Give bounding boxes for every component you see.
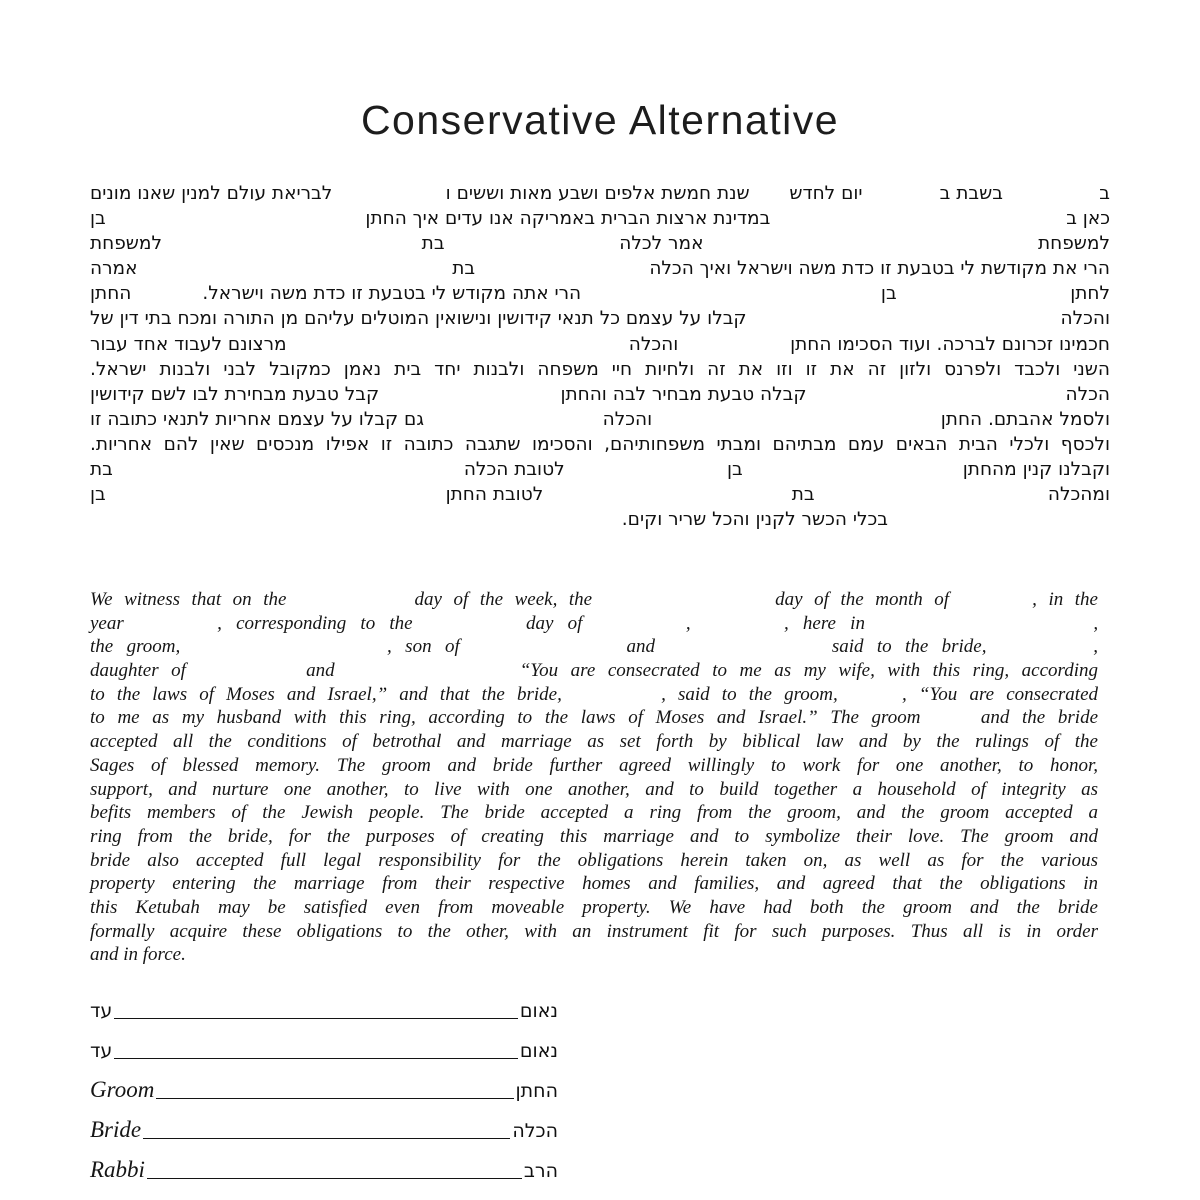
signature-label-right: נאום bbox=[519, 1040, 558, 1062]
english-line-1 bbox=[90, 588, 1098, 612]
hebrew-text-segment: יום לחדש bbox=[789, 183, 863, 204]
hebrew-text-segment: מרצונם לעבוד אחד עבור bbox=[90, 333, 287, 355]
hebrew-line-4 bbox=[90, 256, 1110, 281]
hebrew-text-segment: והכלה bbox=[1060, 308, 1110, 330]
english-text-segment: befits members of the Jewish people. The bride accepted a ring from the groom, and the groom accepted a bbox=[90, 802, 1098, 824]
english-line-13 bbox=[90, 872, 1098, 896]
hebrew-text-segment: למשפחת bbox=[1038, 233, 1110, 255]
english-text-segment: , here in bbox=[783, 612, 865, 634]
english-line-3 bbox=[90, 635, 1098, 659]
english-text-segment: day of the month of bbox=[775, 589, 950, 610]
english-text-segment: to the laws of Moses and Israel,” and that the bride, bbox=[90, 683, 562, 705]
hebrew-text-segment: ב bbox=[1099, 183, 1110, 204]
hebrew-line-6 bbox=[90, 306, 1110, 331]
hebrew-text-segment: בת bbox=[421, 233, 445, 255]
hebrew-line-14: בכלי הכשר לקנין והכל שריר וקים. bbox=[621, 509, 888, 531]
hebrew-line-2 bbox=[90, 206, 1110, 231]
english-text-segment: daughter of bbox=[90, 660, 186, 682]
hebrew-line-1 bbox=[90, 181, 1110, 206]
signature-label-right: הכלה bbox=[512, 1120, 558, 1142]
hebrew-line-11: ולכסף ולכלי הבית הבאים עמם מבתיהם ומבתי משפחותיהם, והסכימו שתגבה כתובה זו אפילו מנכסים שאין להם אחריות. bbox=[90, 433, 1110, 455]
english-text-segment: , bbox=[1093, 612, 1099, 634]
english-line-10 bbox=[90, 801, 1098, 825]
fill-in-blank bbox=[879, 627, 1079, 629]
hebrew-text-segment: בן bbox=[880, 283, 897, 305]
fill-in-blank bbox=[194, 650, 374, 652]
english-line-14 bbox=[90, 896, 1098, 920]
hebrew-text-segment: והכלה bbox=[628, 333, 679, 355]
english-line-15 bbox=[90, 920, 1098, 944]
hebrew-line-13 bbox=[90, 482, 1110, 507]
signature-line bbox=[147, 1178, 522, 1179]
hebrew-text-segment: לבריאת עולם למנין שאנו מונים bbox=[89, 183, 333, 204]
hebrew-text-block bbox=[90, 181, 1110, 532]
hebrew-text-segment: בת bbox=[791, 484, 815, 506]
english-text-segment: Sages of blessed memory. The groom and bride further agreed willingly to work for one another, to honor, bbox=[90, 754, 1098, 776]
hebrew-line-10 bbox=[90, 407, 1110, 432]
hebrew-text-segment: לטובת החתן bbox=[445, 484, 544, 506]
hebrew-text-segment: חכמינו זכרונם לברכה. ועוד הסכימו החתן bbox=[790, 333, 1110, 355]
english-text-segment: year bbox=[90, 612, 124, 634]
signature-line bbox=[114, 1018, 518, 1019]
signature-row-2 bbox=[90, 1026, 558, 1066]
hebrew-text-segment: קבלו על עצמם כל תנאי קידושין ונישואין המוטלים עליהם מן התורה ומכח בתי דין של bbox=[90, 308, 747, 330]
hebrew-text-segment: לטובת הכלה bbox=[463, 459, 565, 481]
hebrew-text-segment: ומהכלה bbox=[1047, 484, 1110, 506]
english-text-segment: and in force. bbox=[90, 944, 186, 966]
english-text-segment: , corresponding to the bbox=[217, 612, 413, 634]
hebrew-text-segment: למשפחת bbox=[90, 233, 162, 255]
fill-in-blank bbox=[604, 603, 764, 605]
fill-in-blank bbox=[574, 698, 649, 700]
hebrew-text-segment: והכלה bbox=[602, 408, 653, 430]
english-text-segment: , bbox=[685, 612, 691, 634]
english-line-16 bbox=[90, 943, 1098, 967]
signature-line bbox=[156, 1098, 513, 1099]
english-text-segment: day of the week, the bbox=[414, 589, 593, 610]
hebrew-text-segment: קבלה טבעת מבחיר לבה והחתן bbox=[560, 383, 807, 405]
hebrew-text-segment: הכלה bbox=[1065, 383, 1110, 405]
fill-in-blank bbox=[597, 627, 672, 629]
hebrew-line-7 bbox=[90, 332, 1110, 357]
hebrew-text-segment: ולסמל אהבתם. החתן bbox=[940, 408, 1110, 430]
english-text-segment: , bbox=[1093, 636, 1099, 658]
fill-in-blank bbox=[850, 698, 890, 700]
fill-in-blank bbox=[199, 674, 294, 676]
english-text-segment: formally acquire these obligations to the other, with an instrument fit for such purposes. Thus all is in order bbox=[90, 920, 1098, 942]
fill-in-blank bbox=[705, 627, 770, 629]
english-text-segment: the groom, bbox=[90, 636, 181, 658]
hebrew-text-segment: קבל טבעת מבחירת לבו לשם קידושין bbox=[90, 383, 380, 405]
hebrew-text-segment: הרי אתה מקודש לי בטבעת זו כדת משה וישראל. bbox=[202, 283, 582, 305]
signature-label-left: Groom bbox=[90, 1077, 155, 1102]
hebrew-line-5 bbox=[90, 281, 1110, 306]
fill-in-blank bbox=[961, 603, 1021, 605]
english-text-segment: to me as my husband with this ring, according to the laws of Moses and Israel.” The groom bbox=[90, 707, 921, 729]
hebrew-text-segment: גם קבלו על עצמם אחריות לתנאי כתובה זו bbox=[90, 408, 424, 430]
signature-line bbox=[114, 1058, 518, 1059]
hebrew-text-segment: אמרה bbox=[90, 258, 138, 280]
signature-label-left: עד bbox=[90, 1040, 113, 1062]
hebrew-text-segment: בן bbox=[89, 208, 106, 230]
hebrew-text-segment: וקבלנו קנין מהחתן bbox=[962, 459, 1110, 481]
hebrew-line-3 bbox=[90, 231, 1110, 256]
hebrew-line-12 bbox=[90, 457, 1110, 482]
english-text-segment: We witness that on the bbox=[90, 589, 287, 610]
english-text-segment: bride also accepted full legal responsibility for the obligations herein taken on, as well as for the various bbox=[90, 849, 1098, 871]
english-text-segment: this Ketubah may be satisfied even from moveable property. We have had both the groom and the bride bbox=[90, 896, 1098, 918]
signature-label-right: הרב bbox=[523, 1160, 558, 1182]
signature-label-left: Bride bbox=[90, 1117, 142, 1142]
hebrew-text-segment: בת bbox=[90, 459, 113, 481]
english-text-segment: day of bbox=[526, 612, 583, 634]
hebrew-text-segment: בן bbox=[727, 459, 743, 481]
fill-in-blank bbox=[933, 721, 968, 723]
hebrew-text-segment: בת bbox=[452, 258, 476, 280]
hebrew-text-segment: הרי את מקודשת לי בטבעת זו כדת משה וישראל ואיך הכלה bbox=[649, 258, 1110, 280]
english-line-12 bbox=[90, 849, 1098, 873]
english-text-segment: ring from the bride, for the purposes of creating this marriage and to symbolize their love. The groom and bbox=[90, 825, 1098, 847]
english-line-5 bbox=[90, 683, 1098, 707]
english-text-segment: accepted all the conditions of betrothal and marriage as set forth by biblical law and by the rulings of the bbox=[90, 731, 1098, 753]
english-text-segment: , son of bbox=[387, 636, 460, 658]
english-line-9 bbox=[90, 778, 1098, 802]
english-line-6 bbox=[90, 706, 1098, 730]
english-text-segment: and the bride bbox=[980, 707, 1099, 729]
english-text-segment: said to the bride, bbox=[831, 636, 987, 658]
hebrew-text-segment: שנת חמשת אלפים ושבע מאות וששים ו bbox=[445, 183, 750, 204]
signature-label-right: נאום bbox=[519, 1000, 558, 1022]
english-text-segment: , “You are consecrated bbox=[902, 683, 1099, 705]
fill-in-blank bbox=[298, 603, 403, 605]
signature-label-left: Rabbi bbox=[90, 1157, 145, 1182]
hebrew-text-segment: בשבת ב bbox=[939, 183, 1003, 204]
fill-in-blank bbox=[427, 627, 512, 629]
english-text-segment: , said to the groom, bbox=[661, 683, 838, 705]
english-text-segment: , in the bbox=[1032, 589, 1098, 610]
signature-block bbox=[90, 986, 558, 1186]
hebrew-line-8: השני ולכבד ולפרנס ולזון זה את זו וזו את זה ולחיות חיי משפחה ולבנות יחד בית נאמן כמקובל לבני ולבנות ישראל. bbox=[90, 358, 1110, 380]
hebrew-text-segment: בן bbox=[90, 484, 106, 506]
hebrew-text-segment: אמר לכלה bbox=[619, 233, 704, 255]
english-line-8 bbox=[90, 754, 1098, 778]
page-title: Conservative Alternative bbox=[360, 97, 840, 144]
english-text-segment: property entering the marriage from their respective homes and families, and agreed that the obligations in bbox=[90, 873, 1098, 895]
fill-in-blank bbox=[668, 650, 818, 652]
fill-in-blank bbox=[473, 650, 613, 652]
english-text-segment: and bbox=[306, 660, 335, 682]
signature-label-right: החתן bbox=[515, 1080, 558, 1102]
fill-in-blank bbox=[1000, 650, 1080, 652]
signature-line bbox=[143, 1138, 510, 1139]
english-text-segment: and bbox=[626, 636, 656, 658]
english-text-block bbox=[90, 588, 1098, 967]
signature-row-4 bbox=[90, 1106, 558, 1146]
hebrew-text-segment: כאן ב bbox=[1066, 208, 1110, 230]
hebrew-text-segment: לחתן bbox=[1070, 283, 1110, 305]
english-text-segment: “You are consecrated to me as my wife, with this ring, according bbox=[519, 660, 1099, 682]
hebrew-text-segment: החתן bbox=[90, 283, 132, 305]
signature-label-left: עד bbox=[90, 1000, 113, 1022]
english-line-4 bbox=[90, 659, 1098, 683]
hebrew-text-segment: במדינת ארצות הברית באמריקה אנו עדים איך החתן bbox=[365, 208, 771, 230]
fill-in-blank bbox=[138, 627, 203, 629]
english-line-2 bbox=[90, 612, 1098, 636]
hebrew-line-9 bbox=[90, 382, 1110, 407]
signature-row-5 bbox=[90, 1146, 558, 1186]
fill-in-blank bbox=[347, 674, 507, 676]
english-line-11 bbox=[90, 825, 1098, 849]
english-line-7 bbox=[90, 730, 1098, 754]
signature-row-1 bbox=[90, 986, 558, 1026]
english-text-segment: support, and nurture one another, to live with one another, and to build together a household of integrity as bbox=[90, 778, 1098, 800]
signature-row-3 bbox=[90, 1066, 558, 1106]
